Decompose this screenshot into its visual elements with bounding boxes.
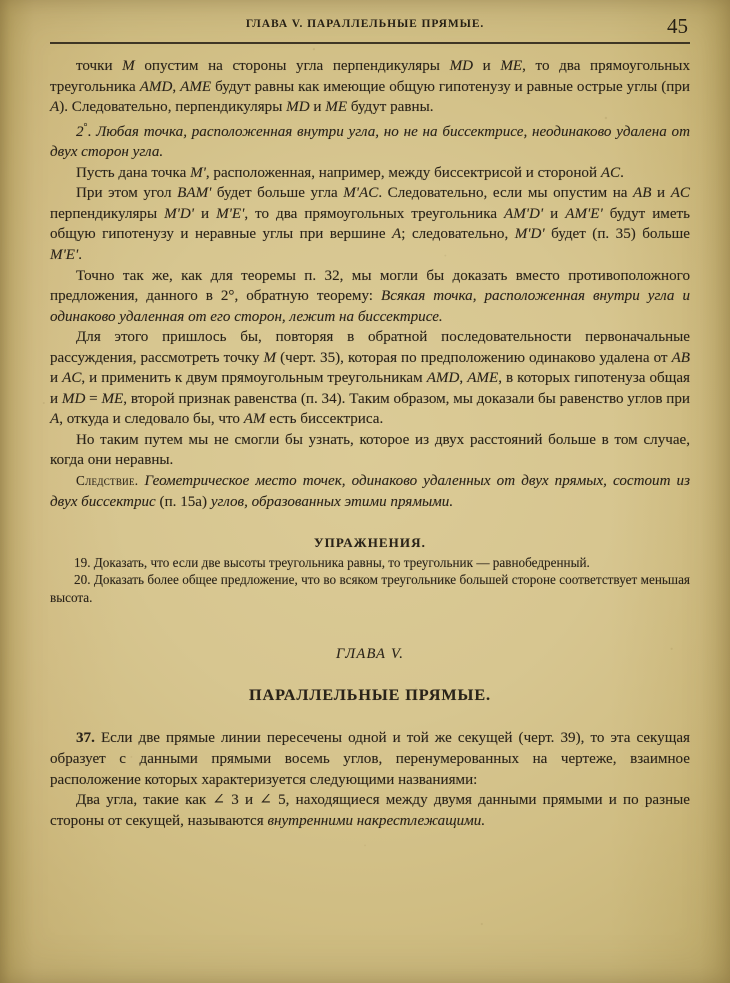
geometry-label: A xyxy=(392,226,402,243)
geometry-label: M xyxy=(263,349,277,366)
statement-2-italic-text: Любая точка, расположенная внутри угла, но не на биссектрисе, неодинаково удалена от двух сторон угла. xyxy=(50,123,690,161)
paragraph-angle-comparison xyxy=(50,183,690,265)
section-number: 37. xyxy=(76,730,95,747)
geometry-label: AB xyxy=(633,185,652,202)
running-head-title: ГЛАВА V. ПАРАЛЛЕЛЬНЫЕ ПРЯМЫЕ. xyxy=(245,18,485,30)
chapter-label: ГЛАВА V. xyxy=(335,646,405,663)
geometry-label: AME xyxy=(467,370,499,387)
geometry-label: AC xyxy=(600,164,621,181)
page-number: 45 xyxy=(667,14,688,38)
paragraph-continuation xyxy=(50,56,690,118)
geometry-label: MD xyxy=(286,99,310,116)
geometry-label: MD xyxy=(449,58,474,74)
geometry-label: M'AC xyxy=(343,185,379,202)
geometry-label: AC xyxy=(670,185,690,202)
paragraph-alternate-interior-angles xyxy=(50,790,690,831)
paragraph-continuation-text: точки M опустим на стороны угла перпендикуляры MD и ME, то два прямоугольных треугольника AMD, AME будут равны как имеющие общую гипотенузу и равные острые углы (при A). Следовательно, перпендикуляры MD и ME будут равны. xyxy=(50,58,690,116)
geometry-label: M'E' xyxy=(216,205,245,222)
chapter-title: ПАРАЛЛЕЛЬНЫЕ ПРЯМЫЕ. xyxy=(249,685,491,704)
geometry-label: AC xyxy=(62,370,82,387)
geometry-label: MD xyxy=(61,390,86,407)
geometry-label: AMD xyxy=(426,370,460,387)
section-37-text: Если две прямые линии пересечены одной и той же секущей (черт. 39), то эта секущая образует с данными прямыми восемь углов, перенумерованных на чертеже, взаимное расположение которых характеризуется следующими названиями: xyxy=(50,730,690,788)
geometry-label: AM'E' xyxy=(565,205,603,222)
paragraph-given-point-text: Пусть дана точка M', расположенная, например, между биссектрисой и стороной AC. xyxy=(76,164,624,181)
geometry-label: A xyxy=(50,411,60,428)
corollary-italic-part-b: углов, образованных этими прямыми. xyxy=(210,493,454,510)
geometry-label: ME xyxy=(101,390,124,407)
alternate-interior-angles-text: Два угла, такие как ∠ 3 и ∠ 5, находящиеся между двумя данными прямыми и по разные стороны от секущей, называются xyxy=(50,792,690,829)
exercise-item-20: 20. Доказать более общее предложение, что во всяком треугольнике большей стороне соответствует меньшая высота. xyxy=(50,572,690,605)
paragraph-limitation-note xyxy=(50,430,690,471)
geometry-label: ME xyxy=(325,99,348,116)
corollary-italic-part-a: Геометрическое место точек, одинаково удаленных от двух прямых, состоит из двух биссектрис xyxy=(50,472,690,510)
geometry-label: M'E' xyxy=(50,246,79,263)
running-head xyxy=(0,14,730,40)
geometry-label: M'D' xyxy=(164,205,195,222)
geometry-label: M xyxy=(122,58,135,74)
geometry-label: AMD xyxy=(139,78,173,95)
geometry-label: AM'D' xyxy=(504,205,544,222)
statement-marker-2: 2°. xyxy=(76,121,92,140)
paragraph-angle-comparison-text: При этом угол BAM' будет больше угла M'AC. Следовательно, если мы опустим на AB и AC перпендикуляры M'D' и M'E', то два прямоугольных треугольника AM'D' и AM'E' будут иметь общую гипотенузу и неравные углы при вершине A; следовательно, M'D' будет (п. 35) больше M'E'. xyxy=(50,185,691,263)
exercise-item-19: 19. Доказать, что если две высоты треугольника равны, то треугольник — равнобедренный. xyxy=(74,554,590,570)
geometry-label: A xyxy=(50,99,60,116)
converse-theorem-lead: Точно так же, как для теоремы п. 32, мы могли бы доказать вместо противоположного предложения, данного в 2°, обратную теорему: xyxy=(50,267,690,305)
geometry-label: AME xyxy=(180,78,212,95)
geometry-label: ME xyxy=(500,58,523,74)
paragraph-statement-2 xyxy=(50,118,690,163)
corollary-reference: (п. 15а) xyxy=(159,493,208,510)
paragraph-proof-sketch xyxy=(50,327,690,430)
corollary-label: Следствие. xyxy=(76,472,139,488)
converse-theorem-italic: Всякая точка, расположенная внутри угла и одинаково удаленная от его сторон, лежит на биссектрисе. xyxy=(50,288,690,325)
geometry-label: BAM' xyxy=(177,185,212,202)
header-rule xyxy=(50,42,690,44)
alternate-interior-angles-term: внутренними накрестлежащими. xyxy=(267,812,486,829)
paragraph-limitation-note-text: Но таким путем мы не смогли бы узнать, которое из двух расстояний больше в том случае, когда они неравны. xyxy=(50,431,690,469)
paragraph-corollary xyxy=(50,471,690,512)
section-37 xyxy=(50,728,690,790)
paragraph-proof-sketch-text: Для этого пришлось бы, повторяя в обратной последовательности первоначальные рассуждения, рассмотреть точку M (черт. 35), которая по предположению одинаково удалена от AB и AC, и применить к двум прямоугольным треугольникам AMD, AME, в которых гипотенуза общая и MD = ME, второй признак равенства (п. 34). Таким образом, мы доказали бы равенство углов при A, откуда и следовало бы, что AM есть биссектриса. xyxy=(50,329,691,428)
exercises-heading: УПРАЖНЕНИЯ. xyxy=(314,535,426,551)
paragraph-given-point xyxy=(50,163,690,184)
page-body xyxy=(50,56,690,831)
geometry-label: AM xyxy=(243,411,266,428)
paragraph-converse-theorem xyxy=(50,266,690,328)
geometry-label: AB xyxy=(671,349,691,366)
geometry-label: M'D' xyxy=(514,226,545,243)
geometry-label: M' xyxy=(190,164,206,181)
